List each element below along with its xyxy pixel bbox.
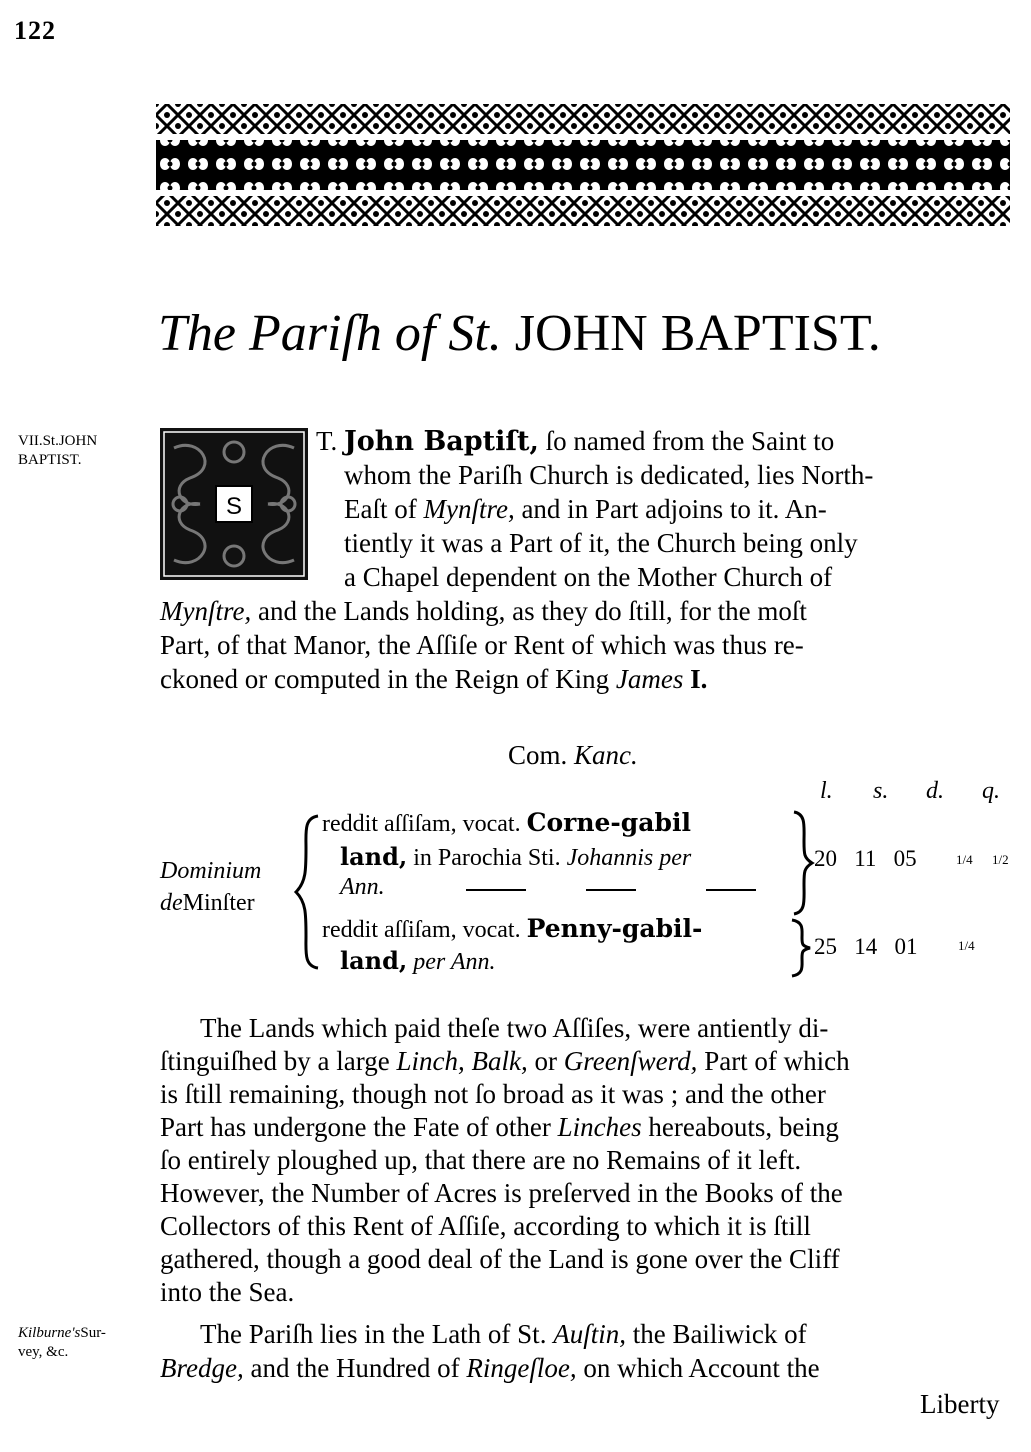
margin-note-line: VII.St.JOHN	[18, 433, 98, 449]
rent-fraction: 1/2	[992, 852, 1009, 867]
rent-amount: 20 11 05	[814, 846, 917, 871]
column-header-farthings: q.	[982, 778, 1000, 804]
text-run: The Pariſh lies in the Lath of St.	[200, 1319, 547, 1349]
text-run: and the Lands holding, as they do ſtill, for the moſt	[257, 596, 807, 626]
text-run: ckoned or computed in the Reign of King	[160, 664, 610, 694]
margin-note-line	[18, 1324, 158, 1343]
rent-fraction: 1/4	[956, 852, 973, 867]
italic-run: Mynſtre,	[423, 494, 515, 524]
right-brace	[788, 918, 814, 978]
text-line	[160, 1352, 820, 1385]
margin-note-source	[18, 1324, 158, 1362]
text-run: ſo named from the Saint to	[545, 426, 835, 456]
rent-amount: 25 14 01	[814, 934, 918, 959]
italic-run: Balk,	[471, 1046, 528, 1076]
italic-run: per Ann.	[413, 949, 496, 975]
text-line: The Lands which paid theſe two Aſſiſes, were antiently di-	[200, 1013, 829, 1043]
italic-run: de	[160, 890, 183, 916]
italic-run: Kilburne's	[18, 1325, 81, 1341]
blackletter-run: land,	[340, 946, 408, 975]
rent-entry-line	[322, 914, 702, 944]
text-line	[160, 1111, 839, 1144]
text-run: Sur-	[80, 1325, 106, 1341]
title-prefix: The Pariſh of St.	[158, 305, 502, 362]
lordship-label: Dominium	[160, 858, 262, 884]
dropcap-letter: S	[225, 493, 243, 520]
italic-run: Ringeſloe,	[466, 1353, 577, 1383]
rent-fraction: 1/4	[958, 938, 975, 953]
ornamental-dropcap	[160, 428, 308, 580]
italic-run: Linches	[557, 1112, 642, 1142]
column-header-shillings: s.	[873, 778, 889, 804]
text-run: reddit aſſiſam, vocat.	[322, 917, 521, 943]
margin-note-section	[18, 432, 158, 470]
text-line: into the Sea.	[160, 1277, 295, 1307]
italic-run: Greenſwerd,	[563, 1046, 698, 1076]
text-line: ſo entirely ploughed up, that there are no Remains of it left.	[160, 1145, 802, 1175]
text-line: tiently it was a Part of it, the Church being only	[344, 528, 858, 558]
blackletter-run: land,	[340, 842, 408, 871]
text-line: is ſtill remaining, though not ſo broad as it was ; and the other	[160, 1079, 826, 1109]
text-run: reddit aſſiſam, vocat.	[322, 811, 521, 837]
text-run: ſtinguiſhed by a large	[160, 1046, 390, 1076]
text-run: and in Part adjoins to it. An-	[521, 494, 827, 524]
text-run: Part of which	[704, 1046, 850, 1076]
italic-run: Johannis per	[566, 845, 692, 871]
page-title	[158, 304, 1018, 363]
text-run: in Parochia Sti.	[413, 845, 561, 871]
blackletter-run: Corne-gabil	[526, 808, 691, 837]
text-line: Collectors of this Rent of Aſſiſe, according to which it is ſtill	[160, 1211, 811, 1241]
italic-run: James	[615, 664, 684, 694]
county-heading	[508, 740, 638, 771]
title-name: JOHN BAPTIST.	[514, 305, 881, 362]
italic-run: Ann.	[340, 874, 385, 900]
column-header-pounds: l.	[820, 778, 833, 804]
text-run: Com.	[508, 740, 568, 770]
text-run: hereabouts, being	[648, 1112, 839, 1142]
text-run: on which Account the	[583, 1353, 820, 1383]
catchword: Liberty	[920, 1389, 1000, 1419]
text-line	[344, 492, 827, 526]
text-line: However, the Number of Acres is preſerved in the Books of the	[160, 1178, 843, 1208]
text-run: or	[534, 1046, 557, 1076]
text-run: T.	[316, 426, 338, 456]
text-run: Eaſt of	[344, 494, 417, 524]
text-line	[200, 1318, 807, 1351]
text-line: whom the Pariſh Church is dedicated, lies North-	[344, 460, 874, 490]
leader-dashes	[466, 880, 776, 892]
left-brace	[292, 812, 322, 972]
italic-run: Kanc.	[574, 740, 638, 770]
margin-note-line: vey, &c.	[18, 1344, 69, 1360]
italic-run: Linch,	[396, 1046, 465, 1076]
italic-run: Bredge,	[160, 1353, 244, 1383]
text-line: Part, of that Manor, the Aſſiſe or Rent of which was thus re-	[160, 630, 804, 660]
rent-entry-line	[340, 874, 385, 901]
margin-note-line: BAPTIST.	[18, 452, 82, 468]
text-line	[160, 662, 707, 696]
blackletter-run: John Baptiſt,	[344, 426, 539, 457]
blackletter-run: Penny-gabil-	[526, 914, 703, 943]
page-number: 122	[14, 16, 56, 45]
text-run: I.	[690, 664, 708, 694]
text-run: the Bailiwick of	[632, 1319, 807, 1349]
rent-entry-line	[340, 946, 495, 976]
rent-entry-line	[340, 842, 691, 872]
rent-entry-line	[322, 808, 691, 838]
text-line	[316, 424, 834, 459]
text-line: gathered, though a good deal of the Land is gone over the Cliff	[160, 1244, 840, 1274]
column-header-pence: d.	[926, 778, 944, 804]
right-brace	[790, 808, 816, 918]
text-line: a Chapel dependent on the Mother Church of	[344, 562, 833, 592]
text-run: and the Hundred of	[250, 1353, 460, 1383]
italic-run: Auſtin,	[553, 1319, 626, 1349]
text-run: Part has undergone the Fate of other	[160, 1112, 551, 1142]
text-line	[160, 594, 807, 628]
italic-run: Mynſtre,	[160, 596, 252, 626]
decorative-headpiece	[156, 104, 1010, 228]
text-line	[160, 1045, 850, 1078]
text-run: Minſter	[182, 890, 255, 916]
lordship-label	[160, 890, 255, 917]
